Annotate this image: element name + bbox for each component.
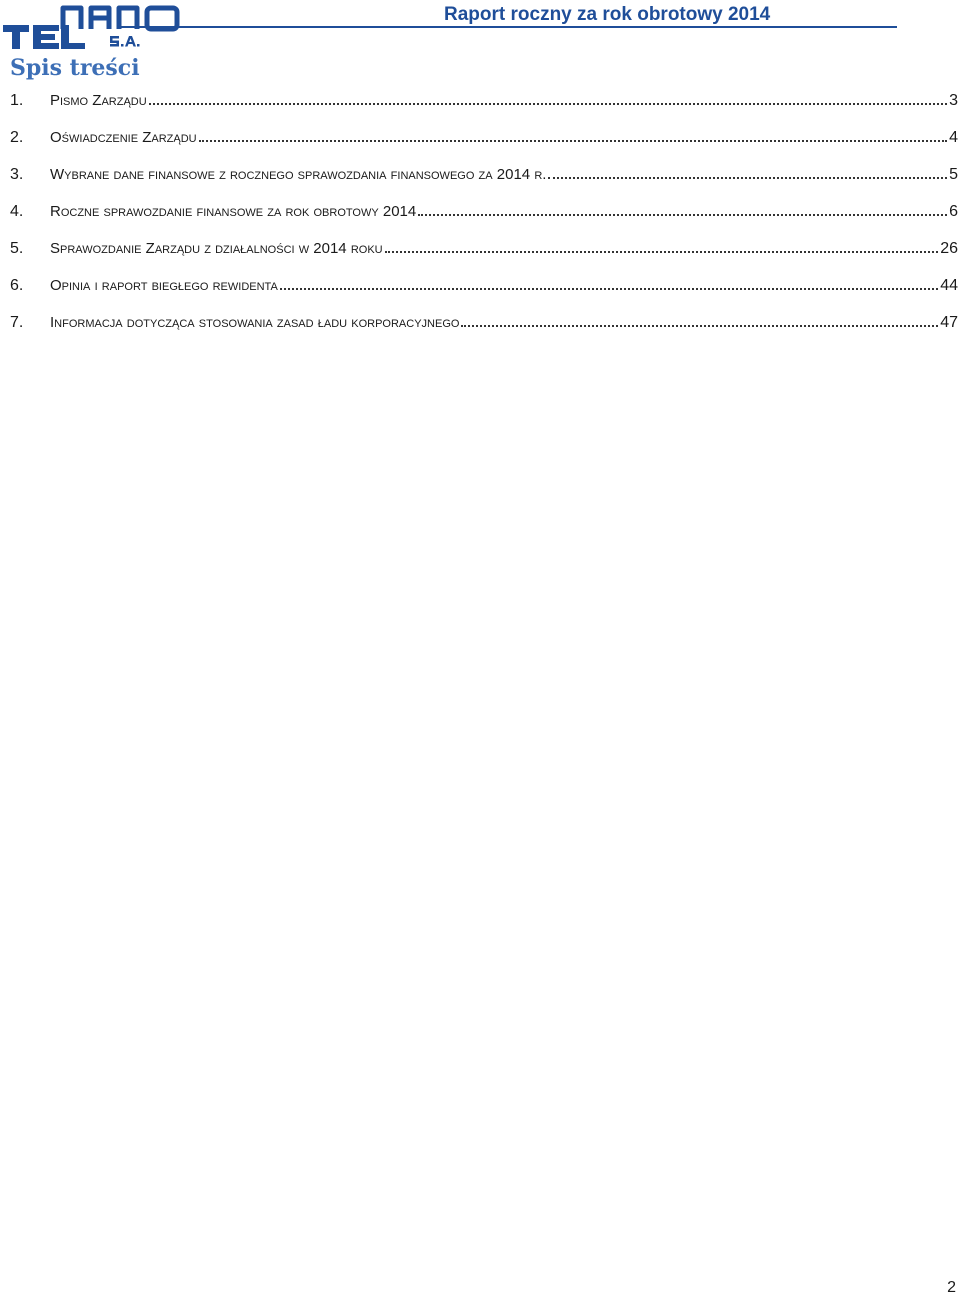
toc-item-number: 4. — [10, 203, 24, 220]
toc-item-label: Wybrane dane finansowe z rocznego sprawozdania finansowego za 2014 r. — [50, 166, 547, 183]
toc-item-page: 4 — [949, 129, 958, 146]
toc-item-label: Roczne sprawozdanie finansowe za rok obrotowy 2014 — [50, 203, 417, 220]
toc-dot-leader — [418, 214, 947, 216]
toc-item-number: 3. — [10, 166, 24, 183]
toc-item-page: 44 — [940, 277, 958, 294]
toc-dot-leader — [385, 251, 939, 253]
toc-item-number: 7. — [10, 314, 24, 331]
toc-item-label: Pismo Zarządu — [50, 92, 147, 109]
page-header — [0, 0, 960, 52]
toc-item-page: 3 — [949, 92, 958, 109]
toc-item-page: 5 — [949, 166, 958, 183]
toc-item-wybrane-dane-finansowe[interactable] — [10, 163, 958, 200]
toc-dot-leader — [548, 177, 947, 179]
page-number: 2 — [947, 1279, 956, 1296]
toc-dot-leader — [149, 103, 947, 105]
header-divider — [118, 26, 897, 28]
toc-item-label: Opinia i raport biegłego rewidenta — [50, 277, 278, 294]
toc-item-roczne-sprawozdanie[interactable] — [10, 200, 958, 237]
toc-item-number: 2. — [10, 129, 24, 146]
toc-item-opinia-bieglego-rewidenta[interactable] — [10, 274, 958, 311]
toc-item-label: Oświadczenie Zarządu — [50, 129, 197, 146]
table-of-contents — [10, 89, 958, 348]
toc-item-page: 6 — [949, 203, 958, 220]
toc-item-number: 5. — [10, 240, 24, 257]
toc-item-lad-korporacyjny[interactable] — [10, 311, 958, 348]
toc-item-oswiadczenie-zarzadu[interactable] — [10, 126, 958, 163]
toc-heading: Spis treści — [10, 55, 140, 81]
toc-item-pismo-zarzadu[interactable] — [10, 89, 958, 126]
toc-dot-leader — [199, 140, 947, 142]
toc-item-page: 26 — [940, 240, 958, 257]
report-title: Raport roczny za rok obrotowy 2014 — [444, 4, 771, 25]
toc-item-label: Informacja dotycząca stosowania zasad ładu korporacyjnego — [50, 314, 460, 331]
toc-item-label: Sprawozdanie Zarządu z działalności w 2014 roku — [50, 240, 383, 257]
toc-item-sprawozdanie-zarzadu[interactable] — [10, 237, 958, 274]
toc-dot-leader — [461, 325, 938, 327]
toc-item-number: 6. — [10, 277, 24, 294]
toc-item-page: 47 — [940, 314, 958, 331]
toc-dot-leader — [280, 288, 938, 290]
toc-item-number: 1. — [10, 92, 24, 109]
